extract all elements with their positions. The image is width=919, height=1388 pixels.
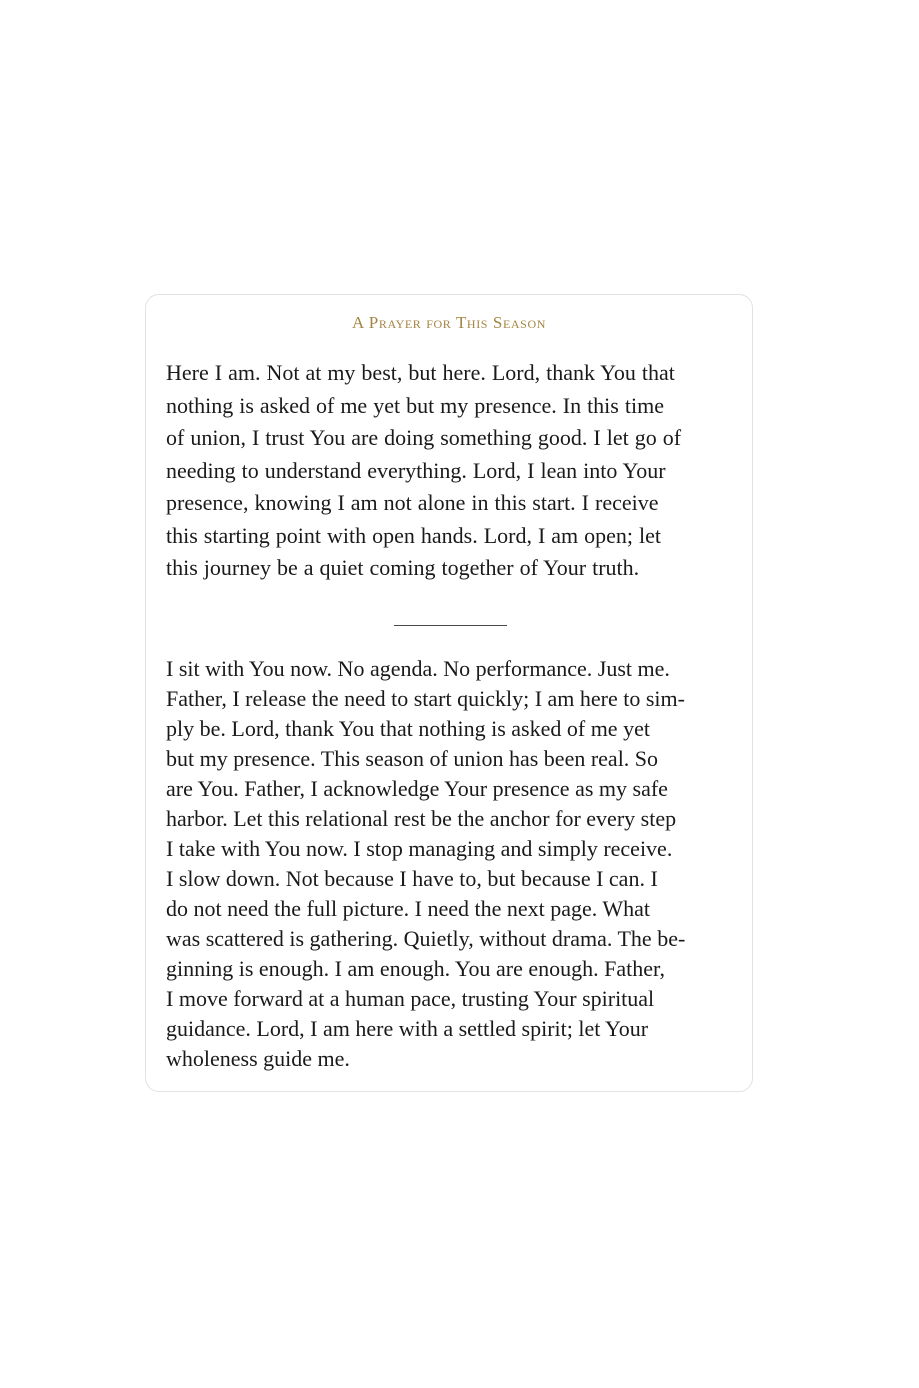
section-divider: [394, 625, 507, 626]
prayer-paragraph-2: I sit with You now. No agenda. No performance. Just me. Father, I release the need to start quickly; I am here to sim- ply be. Lord, thank You that nothing is asked of me yet but my presence. This season of union has been real. So are You. Father, I acknowledge Your presence as my safe harbor. Let this relational rest be the anchor for every step I take with You now. I stop managing and simply receive. I slow down. Not because I have to, but because I can. I do not need the full picture. I need the next page. What was scattered is gathering. Quietly, without drama. The be- ginning is enough. I am enough. You are enough. Father, I move forward at a human pace, trusting Your spiritual guidance. Lord, I am here with a settled spirit; let Your wholeness guide me.: [166, 656, 686, 1071]
card-title: A Prayer for This Season: [352, 313, 546, 332]
prayer-card: [145, 294, 753, 1092]
prayer-paragraph-1: Here I am. Not at my best, but here. Lord, thank You that nothing is asked of me yet but my presence. In this time of union, I trust You are doing something good. I let go of needing to understand everything. Lord, I lean into Your presence, knowing I am not alone in this start. I receive this starting point with open hands. Lord, I am open; let this journey be a quiet coming together of Your truth.: [166, 360, 682, 580]
